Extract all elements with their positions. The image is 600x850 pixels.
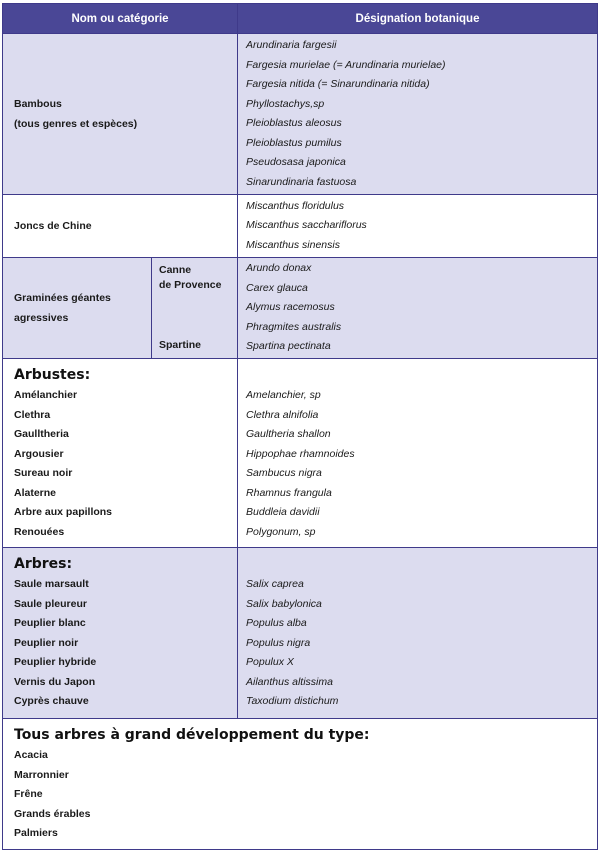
bambous-name-detail: (tous genres et espèces) — [14, 118, 138, 130]
list-item: Frêne — [14, 788, 43, 800]
list-item: Saule pleureur — [14, 597, 87, 610]
botanical-name: Polygonum, sp — [246, 525, 316, 538]
arbres-list — [3, 575, 237, 712]
list-item: Peuplier noir — [14, 636, 79, 649]
list-item: Acacia — [14, 749, 48, 761]
list-item: Gaulltheria — [14, 428, 69, 440]
botanical-name: Sinarundinaria fastuosa — [246, 175, 357, 188]
botanical-name: Miscanthus sinensis — [246, 238, 340, 251]
list-item: Peuplier blanc — [14, 617, 86, 629]
sub-category-canne-detail: de Provence — [159, 279, 222, 291]
botanical-name: Phragmites australis — [246, 320, 342, 333]
header-botanical: Désignation botanique — [238, 4, 598, 34]
plant-table — [2, 3, 598, 850]
botanical-name: Salix babylonica — [246, 597, 322, 610]
plant-table-wrapper — [2, 3, 597, 850]
row-graminees — [3, 258, 598, 359]
arbustes-names-cell — [3, 359, 238, 548]
botanical-name: Populux X — [246, 656, 294, 668]
botanical-name: Rhamnus frangula — [246, 486, 332, 499]
botanical-name: Arundinaria fargesii — [246, 39, 337, 51]
bambous-botanical-cell — [238, 34, 598, 195]
arbustes-heading: Arbustes: — [14, 367, 91, 383]
botanical-name: Buddleia davidii — [246, 506, 320, 518]
arbres-botanical-cell — [238, 548, 598, 719]
list-item: Amélanchier — [14, 389, 78, 401]
arbustes-list — [3, 386, 237, 542]
list-item: Palmiers — [14, 827, 58, 839]
list-item: Sureau noir — [14, 467, 73, 479]
row-arbustes — [3, 359, 598, 548]
row-arbres — [3, 548, 598, 719]
botanical-name: Clethra alnifolia — [246, 408, 319, 421]
botanical-name: Fargesia murielae (= Arundinaria murielae) — [246, 58, 446, 71]
joncs-botanical-cell — [238, 195, 598, 258]
botanical-name: Arundo donax — [246, 262, 312, 275]
list-item: Arbre aux papillons — [14, 506, 113, 518]
row-joncs — [3, 195, 598, 258]
botanical-name: Alymus racemosus — [246, 301, 335, 314]
graminees-name-cell — [3, 258, 152, 359]
row-grands-arbres — [3, 719, 598, 850]
graminees-botanical-cell — [238, 258, 598, 359]
botanical-name: Spartina pectinata — [246, 340, 331, 353]
botanical-name: Salix caprea — [246, 578, 304, 590]
graminees-name-detail: agressives — [14, 312, 69, 324]
list-item: Renouées — [14, 525, 65, 538]
list-item: Clethra — [14, 408, 51, 421]
botanical-name: Pseudosasa japonica — [246, 156, 346, 168]
joncs-name: Joncs de Chine — [3, 195, 238, 258]
list-item: Cyprès chauve — [14, 695, 89, 707]
arbres-names-cell — [3, 548, 238, 719]
bambous-name-cell — [3, 34, 238, 195]
arbres-heading: Arbres: — [14, 556, 73, 572]
botanical-name: Sambucus nigra — [246, 467, 322, 479]
botanical-name: Populus nigra — [246, 636, 311, 649]
graminees-name: Graminées géantes — [14, 292, 111, 304]
botanical-name: Carex glauca — [246, 281, 308, 294]
grands-arbres-cell — [3, 719, 598, 850]
botanical-name: Miscanthus floridulus — [246, 199, 345, 212]
list-item: Alaterne — [14, 486, 57, 499]
header-row — [3, 4, 598, 34]
list-item: Grands érables — [14, 807, 91, 820]
botanical-name: Hippophae rhamnoides — [246, 447, 355, 460]
botanical-name: Amelanchier, sp — [246, 389, 321, 401]
grands-arbres-heading: Tous arbres à grand développement du type: — [14, 727, 370, 743]
botanical-name: Pleioblastus aleosus — [246, 117, 342, 129]
botanical-name: Taxodium distichum — [246, 695, 339, 707]
botanical-name: Miscanthus sacchariflorus — [246, 219, 367, 232]
sub-category-canne: Canne — [159, 264, 192, 276]
graminees-sub-cell — [152, 258, 238, 359]
list-item: Vernis du Japon — [14, 675, 96, 688]
botanical-name: Gaultheria shallon — [246, 428, 331, 440]
list-item: Peuplier hybride — [14, 656, 97, 668]
botanical-name: Fargesia nitida (= Sinarundinaria nitida) — [246, 78, 430, 90]
sub-category-spartine: Spartine — [159, 339, 202, 351]
botanical-name: Populus alba — [246, 617, 307, 629]
bambous-name: Bambous — [14, 98, 62, 110]
botanical-name: Phyllostachys,sp — [246, 97, 325, 110]
header-category: Nom ou catégorie — [3, 4, 238, 34]
botanical-name: Ailanthus altissima — [246, 675, 333, 688]
grands-arbres-list — [3, 746, 597, 844]
botanical-name: Pleioblastus pumilus — [246, 136, 342, 149]
list-item: Argousier — [14, 447, 64, 460]
list-item: Saule marsault — [14, 578, 89, 590]
row-bambous — [3, 34, 598, 195]
list-item: Marronnier — [14, 768, 69, 781]
arbustes-botanical-cell — [238, 359, 598, 548]
